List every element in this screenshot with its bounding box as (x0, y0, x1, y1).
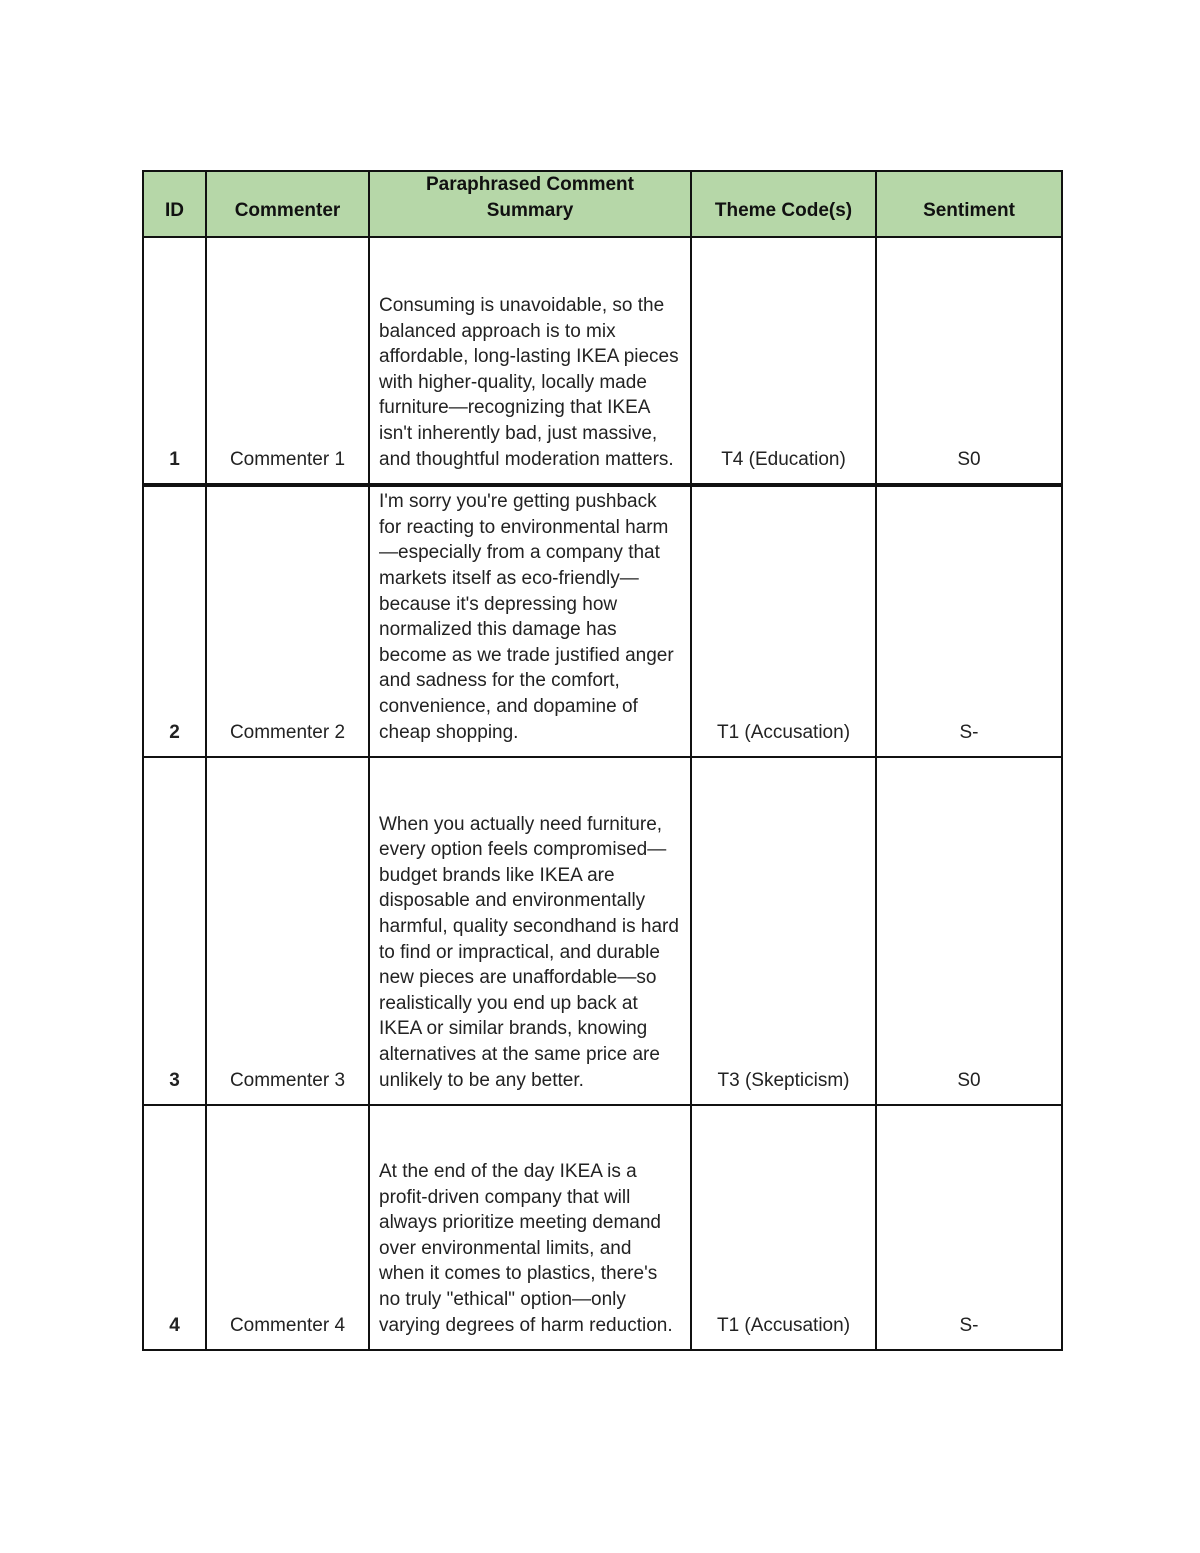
header-row (143, 171, 1062, 237)
row-summary: I'm sorry you're getting pushback for reacting to environmental harm—especially from a company that markets itself as eco-friendly—because it's depressing how normalized this damage has become as we trade justified anger and sadness for the comfort, convenience, and dopamine of cheap shopping. (369, 485, 691, 757)
table-row (143, 237, 1062, 485)
table-row (143, 485, 1062, 757)
row-summary: Consuming is unavoidable, so the balanced approach is to mix affordable, long-lasting IKEA pieces with higher-quality, locally made furniture—recognizing that IKEA isn't inherently bad, just massive, and thoughtful moderation matters. (369, 237, 691, 485)
row-theme: T3 (Skepticism) (691, 757, 876, 1105)
header-commenter: Commenter (206, 171, 369, 237)
table-header (143, 171, 1062, 237)
row-id: 2 (143, 485, 206, 757)
row-sentiment: S0 (876, 757, 1062, 1105)
row-theme: T1 (Accusation) (691, 485, 876, 757)
comment-coding-table (142, 170, 1063, 1351)
row-commenter: Commenter 2 (206, 485, 369, 757)
header-theme: Theme Code(s) (691, 171, 876, 237)
header-id: ID (143, 171, 206, 237)
row-id: 4 (143, 1105, 206, 1350)
row-id: 3 (143, 757, 206, 1105)
row-sentiment: S- (876, 485, 1062, 757)
row-summary: When you actually need furniture, every option feels compromised—budget brands like IKEA are disposable and environmentally harmful, quality secondhand is hard to find or impractical, and durable new pieces are unaffordable—so realistically you end up back at IKEA or similar brands, knowing alternatives at the same price are unlikely to be any better. (369, 757, 691, 1105)
row-summary: At the end of the day IKEA is a profit-driven company that will always prioritize meeting demand over environmental limits, and when it comes to plastics, there's no truly "ethical" option—only varying degrees of harm reduction. (369, 1105, 691, 1350)
table-row (143, 757, 1062, 1105)
row-theme: T4 (Education) (691, 237, 876, 485)
header-summary: Paraphrased Comment Summary (369, 171, 691, 237)
row-sentiment: S0 (876, 237, 1062, 485)
header-sentiment: Sentiment (876, 171, 1062, 237)
row-commenter: Commenter 3 (206, 757, 369, 1105)
row-id: 1 (143, 237, 206, 485)
table-row (143, 1105, 1062, 1350)
row-sentiment: S- (876, 1105, 1062, 1350)
row-commenter: Commenter 1 (206, 237, 369, 485)
row-commenter: Commenter 4 (206, 1105, 369, 1350)
table-body (143, 237, 1062, 1350)
row-theme: T1 (Accusation) (691, 1105, 876, 1350)
